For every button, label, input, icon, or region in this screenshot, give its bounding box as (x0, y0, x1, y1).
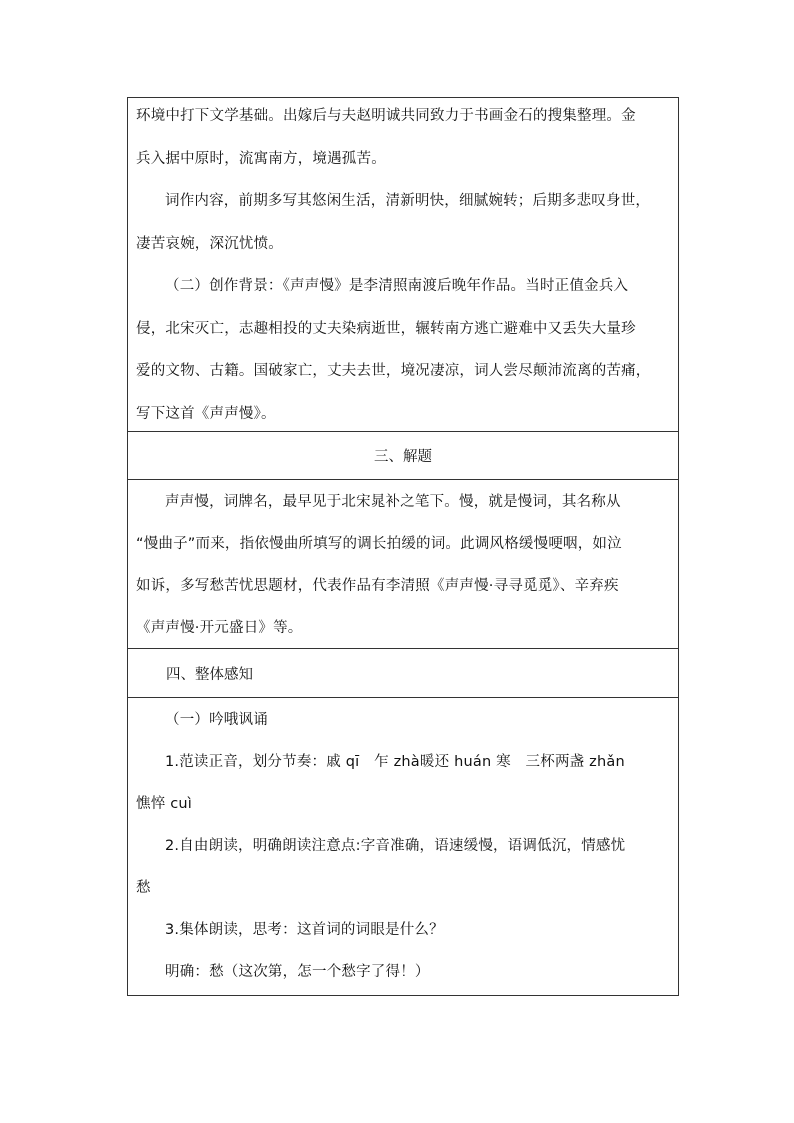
paragraph-line: 兵入据中原时，流寓南方，境遇孤苦。 (136, 150, 386, 167)
title-explanation-cell (128, 479, 678, 648)
list-item: 3.集体朗读，思考：这首词的词眼是什么？ (165, 922, 444, 938)
section-heading-cell (128, 648, 678, 697)
paragraph-line: 凄苦哀婉，深沉忧愤。 (136, 235, 283, 252)
paragraph-line: 如诉，多写愁苦忧思题材，代表作品有李清照《声声慢·寻寻觅觅》、辛弃疾 (136, 578, 619, 594)
paragraph-line: 写下这首《声声慢》。 (136, 405, 276, 422)
paragraph-line: 词作内容，前期多写其悠闲生活，清新明快，细腻婉转；后期多悲叹身世， (165, 193, 651, 209)
section-heading: 三、解题 (374, 449, 432, 465)
list-item-continuation: 愁 (136, 880, 151, 896)
paragraph-line: 《声声慢·开元盛日》等。 (136, 620, 303, 636)
paragraph-line: “慢曲子”而来，指依慢曲所填写的调长拍缓的词。此调风格缓慢哽咽，如泣 (136, 536, 622, 552)
lesson-table (127, 97, 679, 996)
section-heading: 四、整体感知 (166, 666, 253, 683)
subsection-title: （一）吟哦讽诵 (165, 712, 268, 728)
paragraph-line: 侵，北宋灭亡，志趣相投的丈夫染病逝世，辗转南方逃亡避难中又丢失大量珍 (136, 320, 636, 337)
author-background-cell (128, 98, 678, 431)
list-item: 1.范读正音，划分节奏：戚 qī 乍 zhà暖还 huán 寒 三杯两盏 zhǎn (165, 754, 625, 770)
overall-perception-cell (128, 697, 678, 995)
list-item-continuation: 憔悴 cuì (136, 796, 192, 812)
answer-line: 明确：愁（这次第，怎一个愁字了得！） (165, 964, 430, 980)
section-heading-cell (128, 431, 678, 479)
list-item: 2.自由朗读，明确朗读注意点:字音准确，语速缓慢，语调低沉，情感忧 (165, 838, 626, 854)
paragraph-line: 环境中打下文学基础。出嫁后与夫赵明诚共同致力于书画金石的搜集整理。金 (136, 108, 636, 124)
paragraph-line: 爱的文物、古籍。国破家亡，丈夫去世，境况凄凉，词人尝尽颠沛流离的苦痛， (136, 363, 651, 379)
paragraph-line: 声声慢，词牌名，最早见于北宋晁补之笔下。慢，就是慢词，其名称从 (165, 494, 621, 510)
creation-background-title: （二）创作背景：《声声慢》是李清照南渡后晚年作品。当时正值金兵入 (165, 278, 629, 294)
